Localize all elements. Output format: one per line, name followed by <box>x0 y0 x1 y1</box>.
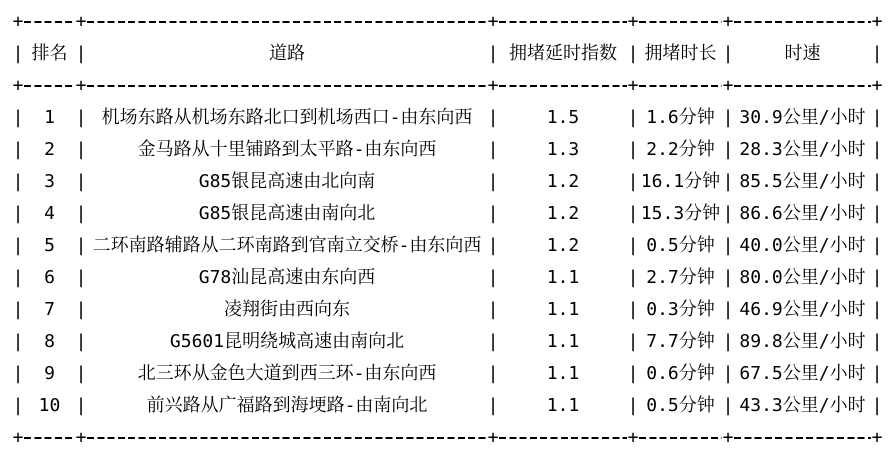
column-divider: | <box>627 43 639 64</box>
table-row <box>12 294 883 326</box>
column-divider: | <box>722 203 734 224</box>
column-divider: | <box>871 139 883 160</box>
border-dash-line <box>639 437 722 439</box>
table-row <box>12 326 883 358</box>
border-junction: + <box>487 11 499 32</box>
column-divider: | <box>487 235 499 256</box>
column-divider: | <box>871 107 883 128</box>
column-divider: | <box>75 235 87 256</box>
table-body <box>12 102 883 422</box>
rank-cell: 5 <box>44 235 55 256</box>
duration-cell: 16.1分钟 <box>640 171 721 192</box>
border-dash-line <box>87 85 487 87</box>
delay-index-cell: 1.2 <box>546 171 580 192</box>
column-divider: | <box>12 363 24 384</box>
rank-cell: 10 <box>38 395 61 416</box>
border-junction: + <box>871 75 883 96</box>
speed-cell: 28.3公里/小时 <box>739 139 866 160</box>
table-header-row <box>12 38 883 70</box>
column-divider: | <box>627 203 639 224</box>
border-dash-line <box>734 85 871 87</box>
speed-cell: 85.5公里/小时 <box>739 171 866 192</box>
road-cell: 机场东路从机场东路北口到机场西口-由东向西 <box>101 107 473 128</box>
column-divider: | <box>12 203 24 224</box>
table-row <box>12 358 883 390</box>
border-dash-line <box>639 85 722 87</box>
column-divider: | <box>487 331 499 352</box>
column-divider: | <box>722 107 734 128</box>
column-divider: | <box>12 107 24 128</box>
rank-cell: 7 <box>44 299 55 320</box>
column-divider: | <box>871 43 883 64</box>
border-dash-line <box>734 21 871 23</box>
border-dash-line <box>87 21 487 23</box>
column-divider: | <box>75 331 87 352</box>
header-road: 道路 <box>269 43 305 64</box>
road-cell: 前兴路从广福路到海埂路-由南向北 <box>146 395 428 416</box>
column-divider: | <box>75 395 87 416</box>
border-junction: + <box>12 75 24 96</box>
column-divider: | <box>722 267 734 288</box>
rank-cell: 4 <box>44 203 55 224</box>
column-divider: | <box>627 331 639 352</box>
delay-index-cell: 1.5 <box>546 107 580 128</box>
duration-cell: 15.3分钟 <box>640 203 721 224</box>
rank-cell: 9 <box>44 363 55 384</box>
delay-index-cell: 1.3 <box>546 139 580 160</box>
duration-cell: 0.5分钟 <box>646 395 715 416</box>
border-junction: + <box>75 75 87 96</box>
column-divider: | <box>487 267 499 288</box>
column-divider: | <box>12 235 24 256</box>
column-divider: | <box>627 363 639 384</box>
column-divider: | <box>487 203 499 224</box>
column-divider: | <box>871 363 883 384</box>
duration-cell: 0.6分钟 <box>646 363 715 384</box>
column-divider: | <box>12 43 24 64</box>
table-row <box>12 230 883 262</box>
header-duration: 拥堵时长 <box>644 43 717 64</box>
congestion-rank-table <box>12 6 883 454</box>
column-divider: | <box>871 203 883 224</box>
road-cell: 凌翔街由西向东 <box>224 299 350 320</box>
column-divider: | <box>75 43 87 64</box>
border-dash-line <box>24 21 75 23</box>
road-cell: G5601昆明绕城高速由南向北 <box>169 331 405 352</box>
duration-cell: 7.7分钟 <box>646 331 715 352</box>
column-divider: | <box>871 267 883 288</box>
speed-cell: 80.0公里/小时 <box>739 267 866 288</box>
delay-index-cell: 1.1 <box>546 331 580 352</box>
road-cell: G85银昆高速由南向北 <box>198 203 376 224</box>
table-header-border <box>12 70 883 102</box>
border-dash-line <box>24 85 75 87</box>
column-divider: | <box>75 171 87 192</box>
road-cell: G85银昆高速由北向南 <box>198 171 376 192</box>
speed-cell: 40.0公里/小时 <box>739 235 866 256</box>
delay-index-cell: 1.2 <box>546 235 580 256</box>
column-divider: | <box>871 235 883 256</box>
rank-cell: 6 <box>44 267 55 288</box>
border-dash-line <box>734 437 871 439</box>
border-junction: + <box>722 427 734 448</box>
speed-cell: 86.6公里/小时 <box>739 203 866 224</box>
duration-cell: 0.5分钟 <box>646 235 715 256</box>
road-cell: 金马路从十里铺路到太平路-由东向西 <box>137 139 437 160</box>
column-divider: | <box>627 299 639 320</box>
border-junction: + <box>722 75 734 96</box>
column-divider: | <box>12 331 24 352</box>
border-junction: + <box>627 11 639 32</box>
table-row <box>12 166 883 198</box>
column-divider: | <box>722 395 734 416</box>
table-row <box>12 198 883 230</box>
column-divider: | <box>627 395 639 416</box>
rank-cell: 8 <box>44 331 55 352</box>
column-divider: | <box>722 331 734 352</box>
column-divider: | <box>627 139 639 160</box>
column-divider: | <box>871 299 883 320</box>
column-divider: | <box>12 139 24 160</box>
column-divider: | <box>722 171 734 192</box>
delay-index-cell: 1.1 <box>546 299 580 320</box>
table-bottom-border <box>12 422 883 454</box>
column-divider: | <box>12 267 24 288</box>
delay-index-cell: 1.1 <box>546 363 580 384</box>
border-junction: + <box>487 427 499 448</box>
border-junction: + <box>12 427 24 448</box>
rank-cell: 1 <box>44 107 55 128</box>
border-junction: + <box>75 11 87 32</box>
border-dash-line <box>499 85 627 87</box>
delay-index-cell: 1.1 <box>546 395 580 416</box>
border-junction: + <box>871 11 883 32</box>
column-divider: | <box>722 299 734 320</box>
column-divider: | <box>487 363 499 384</box>
speed-cell: 43.3公里/小时 <box>739 395 866 416</box>
border-junction: + <box>627 427 639 448</box>
table-row <box>12 262 883 294</box>
column-divider: | <box>722 363 734 384</box>
column-divider: | <box>75 107 87 128</box>
speed-cell: 30.9公里/小时 <box>739 107 866 128</box>
table-row <box>12 102 883 134</box>
border-dash-line <box>499 21 627 23</box>
duration-cell: 0.3分钟 <box>646 299 715 320</box>
border-dash-line <box>639 21 722 23</box>
column-divider: | <box>627 171 639 192</box>
column-divider: | <box>627 107 639 128</box>
column-divider: | <box>75 267 87 288</box>
speed-cell: 89.8公里/小时 <box>739 331 866 352</box>
column-divider: | <box>627 235 639 256</box>
border-junction: + <box>871 427 883 448</box>
table-row <box>12 390 883 422</box>
border-junction: + <box>722 11 734 32</box>
duration-cell: 1.6分钟 <box>646 107 715 128</box>
column-divider: | <box>487 107 499 128</box>
border-junction: + <box>627 75 639 96</box>
border-junction: + <box>12 11 24 32</box>
duration-cell: 2.2分钟 <box>646 139 715 160</box>
header-speed: 时速 <box>784 43 821 64</box>
road-cell: 二环南路辅路从二环南路到官南立交桥-由东向西 <box>92 235 482 256</box>
column-divider: | <box>871 331 883 352</box>
column-divider: | <box>12 171 24 192</box>
delay-index-cell: 1.2 <box>546 203 580 224</box>
column-divider: | <box>871 171 883 192</box>
rank-cell: 2 <box>44 139 55 160</box>
header-rank: 排名 <box>31 43 68 64</box>
speed-cell: 46.9公里/小时 <box>739 299 866 320</box>
rank-cell: 3 <box>44 171 55 192</box>
column-divider: | <box>722 139 734 160</box>
column-divider: | <box>722 235 734 256</box>
column-divider: | <box>12 395 24 416</box>
border-junction: + <box>75 427 87 448</box>
column-divider: | <box>627 267 639 288</box>
speed-cell: 67.5公里/小时 <box>739 363 866 384</box>
column-divider: | <box>487 395 499 416</box>
column-divider: | <box>722 43 734 64</box>
border-junction: + <box>487 75 499 96</box>
border-dash-line <box>24 437 75 439</box>
border-dash-line <box>499 437 627 439</box>
column-divider: | <box>871 395 883 416</box>
border-dash-line <box>87 437 487 439</box>
column-divider: | <box>75 203 87 224</box>
column-divider: | <box>75 139 87 160</box>
column-divider: | <box>487 299 499 320</box>
column-divider: | <box>75 299 87 320</box>
column-divider: | <box>487 43 499 64</box>
column-divider: | <box>12 299 24 320</box>
delay-index-cell: 1.1 <box>546 267 580 288</box>
table-row <box>12 134 883 166</box>
duration-cell: 2.7分钟 <box>646 267 715 288</box>
table-top-border <box>12 6 883 38</box>
road-cell: G78汕昆高速由东向西 <box>198 267 376 288</box>
road-cell: 北三环从金色大道到西三环-由东向西 <box>137 363 437 384</box>
header-delay-index: 拥堵延时指数 <box>509 43 617 64</box>
column-divider: | <box>75 363 87 384</box>
column-divider: | <box>487 139 499 160</box>
column-divider: | <box>487 171 499 192</box>
